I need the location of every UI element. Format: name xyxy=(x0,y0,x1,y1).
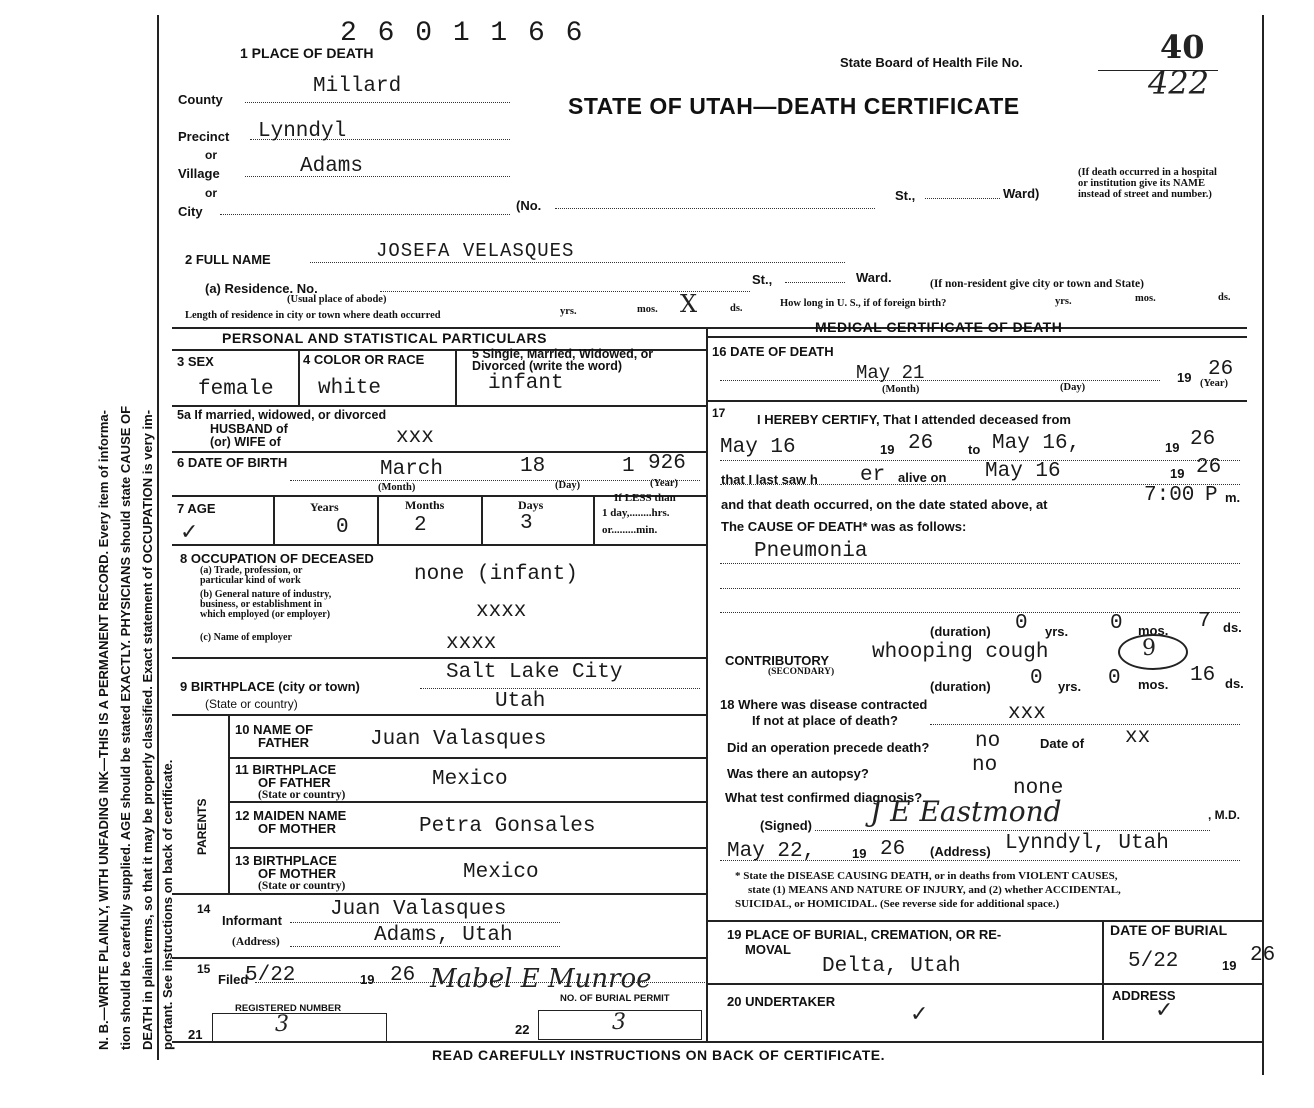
burial-year: 26 xyxy=(1250,944,1276,967)
county-value: Millard xyxy=(313,75,402,98)
frame-left-border xyxy=(157,15,159,1060)
burial-permit-label: NO. OF BURIAL PERMIT xyxy=(560,993,670,1004)
father-label-1: 10 NAME OF xyxy=(235,722,314,737)
address2-mark: ✓ xyxy=(1155,998,1174,1023)
length-of-residence-label: Length of residence in city or town where death occurred xyxy=(185,310,441,321)
dod-value: May 21 xyxy=(856,362,925,384)
color-divider xyxy=(455,350,457,406)
row-line-9 xyxy=(228,847,707,849)
mother-bp-label-1: 13 BIRTHPLACE xyxy=(235,853,337,868)
to-19: 19 xyxy=(1165,440,1180,455)
age-years-lbl: Years xyxy=(310,500,339,514)
sex-divider xyxy=(298,350,300,406)
father-bp-value: Mexico xyxy=(432,768,508,791)
burial-19: 19 xyxy=(1222,958,1237,973)
full-name-label: 2 FULL NAME xyxy=(185,252,271,267)
row-line-4 xyxy=(172,544,707,546)
full-name-line xyxy=(310,262,845,263)
place-of-death-label: 1 PLACE OF DEATH xyxy=(240,45,374,61)
personal-section-title: PERSONAL AND STATISTICAL PARTICULARS xyxy=(222,330,547,346)
burial-date-value: 5/22 xyxy=(1128,950,1179,973)
length-ds: ds. xyxy=(730,303,743,314)
burial-place-label-2: MOVAL xyxy=(745,942,791,957)
undertaker-mark: ✓ xyxy=(910,1002,929,1027)
age-divider-4 xyxy=(593,496,595,544)
q18-label-1: 18 Where was disease contracted xyxy=(720,697,928,712)
from-19: 19 xyxy=(880,442,895,457)
d1-mos-lbl: mos. xyxy=(1138,623,1169,638)
d2-ds-lbl: ds. xyxy=(1225,676,1244,691)
registered-number-label: REGISTERED NUMBER xyxy=(235,1003,342,1014)
dob-line xyxy=(290,480,700,481)
occupation-a-label: (a) Trade, profession, or particular kind of work xyxy=(200,565,303,586)
city-ward-label: Ward) xyxy=(1003,186,1040,201)
informant-num: 14 xyxy=(197,902,211,916)
dod-line xyxy=(720,380,1160,381)
q18-label-2: If not at place of death? xyxy=(752,713,898,728)
operation-value: no xyxy=(975,730,1001,753)
to-date: May 16, xyxy=(992,432,1081,455)
footnote-1: * State the DISEASE CAUSING DEATH, or in deaths from VIOLENT CAUSES, xyxy=(735,870,1118,882)
father-bp-label-2: OF FATHER xyxy=(258,775,331,790)
age-months: 2 xyxy=(414,514,427,537)
autopsy-value: no xyxy=(972,754,998,777)
duration-2-label: (duration) xyxy=(930,679,991,694)
nonresident-note: (If non-resident give city or town and State) xyxy=(930,278,1144,290)
birthplace-line xyxy=(420,688,700,689)
birthplace-label: 9 BIRTHPLACE (city or town) xyxy=(180,679,360,694)
dob-month-lbl: (Month) xyxy=(378,482,416,493)
occupation-c-label: (c) Name of employer xyxy=(200,632,292,643)
village-label: Village xyxy=(178,166,220,181)
d2-yrs-lbl: yrs. xyxy=(1058,679,1082,694)
ward-line xyxy=(925,198,1000,199)
marital-value: infant xyxy=(488,372,564,395)
age-days: 3 xyxy=(520,512,533,535)
row-line-2 xyxy=(172,451,707,453)
alive-date: May 16 xyxy=(985,460,1061,483)
length-mos: mos. xyxy=(637,304,658,315)
mother-label-2: OF MOTHER xyxy=(258,821,336,836)
filed-date: 5/22 xyxy=(245,964,296,987)
medical-header-line xyxy=(707,336,1247,338)
burial-date-label: DATE OF BURIAL xyxy=(1110,922,1228,938)
footnote-3: SUICIDAL, or HOMICIDAL. (See reverse side for additional space.) xyxy=(735,898,1060,910)
medical-address-label: (Address) xyxy=(930,844,991,859)
age-days-lbl: Days xyxy=(518,498,544,512)
age-less-1: If LESS than xyxy=(614,492,676,504)
mother-label-1: 12 MAIDEN NAME xyxy=(235,808,347,823)
dod-year-lbl: (Year) xyxy=(1200,378,1228,389)
secondary-label: (SECONDARY) xyxy=(768,667,835,677)
birthplace-sub: (State or country) xyxy=(205,697,298,711)
medical-section-title: MEDICAL CERTIFICATE OF DEATH xyxy=(815,319,1063,335)
county-line xyxy=(245,102,510,103)
operation-label: Did an operation precede death? xyxy=(727,740,930,755)
d2-mos-lbl: mos. xyxy=(1138,677,1169,692)
death-occurred-label: and that death occurred, on the date stated above, at xyxy=(721,497,1048,512)
row-line-11 xyxy=(172,957,707,959)
age-less-2: 1 day,........hrs. xyxy=(602,507,670,519)
dob-month: March xyxy=(380,458,444,481)
burial-place-label-1: 19 PLACE OF BURIAL, CREMATION, OR RE- xyxy=(727,927,1002,942)
burial-divider xyxy=(1102,920,1104,1040)
d1-yrs-lbl: yrs. xyxy=(1045,624,1069,639)
city-st-label: St., xyxy=(895,188,916,203)
footnote-2: state (1) MEANS AND NATURE OF INJURY, and (2) whether ACCIDENTAL, xyxy=(748,884,1121,896)
dob-label: 6 DATE OF BIRTH xyxy=(177,455,288,470)
cause-line-3 xyxy=(720,612,1240,613)
us-yrs: yrs. xyxy=(1055,296,1072,307)
num-22: 22 xyxy=(515,1022,530,1037)
dob-day: 18 xyxy=(520,455,546,478)
circled-code: 9 xyxy=(1142,636,1156,661)
d1-ds: 7 xyxy=(1198,610,1211,633)
color-label: 4 COLOR OR RACE xyxy=(303,352,425,367)
precinct-value: Lynndyl xyxy=(258,120,347,143)
parents-divider xyxy=(228,714,230,894)
side-instruction-line-3: DEATH in plain terms, so that it may be properly classified. Exact statement of OCCUPATION is very im- xyxy=(140,409,155,1050)
birthplace-state: Utah xyxy=(495,690,546,713)
age-label: 7 AGE xyxy=(177,501,216,516)
from-date: May 16 xyxy=(720,436,796,459)
residence-label: (a) Residence. No. xyxy=(205,281,318,296)
dod-day-lbl: (Day) xyxy=(1060,382,1086,393)
address2-label: ADDRESS xyxy=(1112,988,1176,1003)
age-check: ✓ xyxy=(180,520,199,545)
date-of-label: Date of xyxy=(1040,736,1085,751)
d1-ds-lbl: ds. xyxy=(1223,620,1242,635)
village-value: Adams xyxy=(300,155,364,178)
informant-label: Informant xyxy=(222,913,282,928)
residence-ward: Ward. xyxy=(856,270,892,285)
d1-yrs: 0 xyxy=(1015,612,1028,635)
village-line xyxy=(245,176,510,177)
cause-line-2 xyxy=(720,588,1240,589)
row-line-8 xyxy=(228,801,707,803)
age-divider-2 xyxy=(377,496,379,544)
row-line-7 xyxy=(228,757,707,759)
death-time: 7:00 xyxy=(1144,484,1195,507)
dod-month-lbl: (Month) xyxy=(882,384,920,395)
residence-st-line xyxy=(785,282,845,283)
city-line xyxy=(220,214,510,215)
us-mos: mos. xyxy=(1135,293,1156,304)
last-saw-label: that I last saw h xyxy=(721,472,818,487)
from-year: 26 xyxy=(908,432,934,455)
how-long-label: How long in U. S., if of foreign birth? xyxy=(780,298,947,309)
dob-year: 926 xyxy=(648,452,686,475)
mother-bp-value: Mexico xyxy=(463,861,539,884)
registered-number-value: 3 xyxy=(275,1012,289,1037)
cause-line-1 xyxy=(720,563,1240,564)
autopsy-label: Was there an autopsy? xyxy=(727,766,869,781)
signed-label: (Signed) xyxy=(760,818,812,833)
age-years: 0 xyxy=(336,516,349,539)
burial-place-value: Delta, Utah xyxy=(822,955,961,978)
stamp-number: 2 6 0 1 1 6 6 xyxy=(340,18,585,49)
occupation-c-value: xxxx xyxy=(446,632,497,655)
middle-divider xyxy=(706,327,708,1042)
age-less-3: or.........min. xyxy=(602,524,658,536)
informant-value: Juan Valasques xyxy=(330,898,507,921)
frame-right-border xyxy=(1262,15,1264,1075)
filed-num: 15 xyxy=(197,962,211,976)
sex-value: female xyxy=(198,378,274,401)
sign-year: 26 xyxy=(880,838,906,861)
q18-value: xxx xyxy=(1008,702,1046,725)
medical-row-line-1 xyxy=(707,400,1247,402)
occupation-b-value: xxxx xyxy=(476,600,527,623)
spouse-label-2: HUSBAND of xyxy=(210,422,288,436)
certify-text: I HEREBY CERTIFY, That I attended deceased from xyxy=(757,412,1071,427)
footer-line xyxy=(172,1041,1262,1043)
alive-on-label: alive on xyxy=(898,470,947,485)
side-instruction-line-1: N. B.—WRITE PLAINLY, WITH UNFADING INK—THIS IS A PERMANENT RECORD. Every item of informa- xyxy=(96,410,111,1050)
residence-st: St., xyxy=(752,272,773,287)
spouse-value: xxx xyxy=(396,426,434,449)
birthplace-city: Salt Lake City xyxy=(446,661,623,684)
dob-day-lbl: (Day) xyxy=(555,480,581,491)
death-ampm: P xyxy=(1205,484,1218,507)
side-instruction-line-4: portant. See instructions on back of certificate. xyxy=(160,759,175,1050)
city-no-label: (No. xyxy=(516,198,542,213)
father-bp-label-3: (State or country) xyxy=(258,789,346,801)
file-no-extra: 422 xyxy=(1148,64,1210,102)
file-no-value: 40 xyxy=(1160,28,1205,66)
registrar-signature: Mabel E Munroe xyxy=(430,964,652,994)
sign-19: 19 xyxy=(852,846,867,861)
row-line-5 xyxy=(172,657,707,659)
d2-ds: 16 xyxy=(1190,664,1216,687)
date-of-value: xx xyxy=(1125,726,1151,749)
certify-line xyxy=(720,460,1240,461)
d2-yrs: 0 xyxy=(1030,667,1043,690)
mother-bp-label-2: OF MOTHER xyxy=(258,866,336,881)
cause-label: The CAUSE OF DEATH* was as follows: xyxy=(721,519,967,534)
informant-address-label: (Address) xyxy=(232,936,280,948)
contributory-label: CONTRIBUTORY xyxy=(725,653,829,668)
or-label-1: or xyxy=(205,148,217,162)
informant-line xyxy=(290,922,560,923)
contributory-value: whooping cough xyxy=(872,641,1049,664)
mother-bp-label-3: (State or country) xyxy=(258,880,346,892)
dob-year-lbl: (Year) xyxy=(650,478,678,489)
informant-address-value: Adams, Utah xyxy=(374,924,513,947)
marital-label: 5 Single, Married, Widowed, or Divorced (write the word) xyxy=(472,347,654,373)
occupation-a-value: none (infant) xyxy=(414,563,578,586)
father-value: Juan Valasques xyxy=(370,728,547,751)
city-label: City xyxy=(178,204,203,219)
filed-year: 26 xyxy=(390,964,416,987)
cert-num-17: 17 xyxy=(712,406,726,420)
physician-signature: J E Eastmond xyxy=(870,795,1062,828)
cause-value: Pneumonia xyxy=(754,540,868,563)
section-top-line xyxy=(172,327,1247,329)
dod-19: 19 xyxy=(1177,370,1192,385)
file-no-label: State Board of Health File No. xyxy=(840,55,1023,70)
length-mark: X xyxy=(680,290,698,318)
residence-note: (Usual place of abode) xyxy=(287,294,387,305)
to-label: to xyxy=(968,442,981,457)
alive-19: 19 xyxy=(1170,466,1185,481)
d1-mos: 0 xyxy=(1110,612,1123,635)
precinct-label: Precinct xyxy=(178,129,230,144)
to-year: 26 xyxy=(1190,428,1216,451)
us-ds: ds. xyxy=(1218,292,1231,303)
death-m: m. xyxy=(1225,490,1241,505)
d2-mos: 0 xyxy=(1108,667,1121,690)
dob-year-prefix: 1 xyxy=(622,455,635,478)
age-months-lbl: Months xyxy=(405,498,445,512)
burial-permit-value: 3 xyxy=(612,1010,626,1035)
test-value: none xyxy=(1013,777,1064,800)
county-label: County xyxy=(178,92,223,107)
dod-year: 26 xyxy=(1208,358,1234,381)
row-line-1 xyxy=(172,405,707,407)
filed-label: Filed xyxy=(218,972,249,987)
side-instruction-line-2: tion should be carefully supplied. AGE should be stated EXACTLY. PHYSICIANS should state CAUSE OF xyxy=(118,405,133,1050)
footer-text: READ CAREFULLY INSTRUCTIONS ON BACK OF CERTIFICATE. xyxy=(432,1047,886,1063)
age-divider-1 xyxy=(273,496,275,544)
full-name-value: JOSEFA VELASQUES xyxy=(376,240,575,262)
filed-19: 19 xyxy=(360,972,375,987)
father-label-2: FATHER xyxy=(258,735,310,750)
signed-line xyxy=(815,830,1210,831)
q18-line xyxy=(930,724,1240,725)
num-21: 21 xyxy=(188,1027,203,1042)
row-line-6 xyxy=(172,714,707,716)
undertaker-label: 20 UNDERTAKER xyxy=(727,994,836,1009)
medical-address-value: Lynndyl, Utah xyxy=(1005,832,1169,855)
medical-address-line xyxy=(720,860,1240,861)
sign-date: May 22, xyxy=(727,840,816,863)
duration-1-label: (duration) xyxy=(930,624,991,639)
alive-year: 26 xyxy=(1196,456,1222,479)
length-yrs: yrs. xyxy=(560,306,577,317)
or-label-2: or xyxy=(205,186,217,200)
row-line-10 xyxy=(172,893,707,895)
sex-label: 3 SEX xyxy=(177,354,214,369)
occupation-b-label: (b) General nature of industry, business, or establishment in which employed (or employer) xyxy=(200,589,332,620)
age-divider-3 xyxy=(481,496,483,544)
medical-row-line-3 xyxy=(707,983,1262,985)
md-label: , M.D. xyxy=(1208,808,1240,822)
last-saw-fill: er xyxy=(860,464,886,487)
occupation-label: 8 OCCUPATION OF DECEASED xyxy=(180,551,374,566)
dod-label: 16 DATE OF DEATH xyxy=(712,344,834,359)
page-title: STATE OF UTAH—DEATH CERTIFICATE xyxy=(568,93,1020,119)
test-label: What test confirmed diagnosis? xyxy=(725,790,923,805)
parents-label: PARENTS xyxy=(195,798,209,855)
color-value: white xyxy=(318,377,382,400)
mother-value: Petra Gonsales xyxy=(419,815,596,838)
street-line xyxy=(555,208,875,209)
registered-number-box xyxy=(212,1013,387,1043)
hospital-note: (If death occurred in a hospital or institution give its NAME instead of street and number.) xyxy=(1078,167,1217,200)
father-bp-label-1: 11 BIRTHPLACE xyxy=(235,762,337,777)
spouse-label-1: 5a If married, widowed, or divorced xyxy=(177,408,387,422)
spouse-label-3: (or) WIFE of xyxy=(210,435,281,449)
